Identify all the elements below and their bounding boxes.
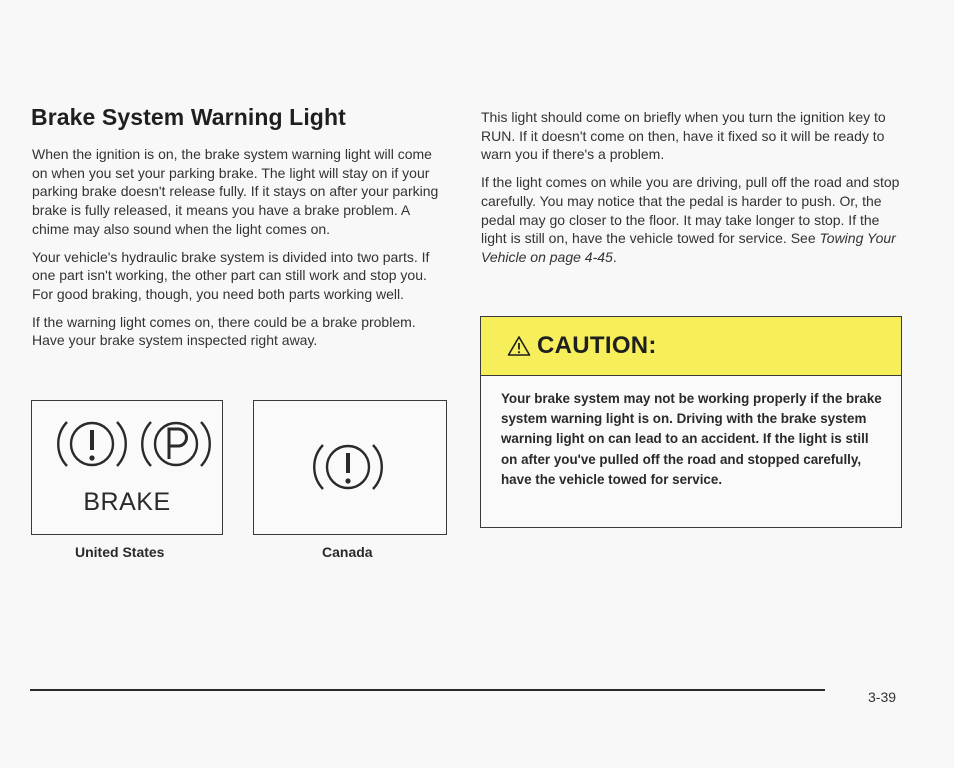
brake-warning-exclamation-icon	[314, 445, 382, 489]
towing-reference-link[interactable]: Towing Your Vehicle on page 4-45	[481, 230, 896, 265]
caution-text: Your brake system may not be working properly if the brake system warning light is on. Driving with the brake system warning light on can lead to an accident. If the light is still on after you've pulled off the road and stopped carefully, have the vehicle towed for service.	[501, 391, 882, 487]
right-column	[481, 108, 906, 276]
canada-brake-symbol	[254, 401, 446, 534]
paragraph-hydraulic-system: Your vehicle's hydraulic brake system is divided into two parts. If one part isn't working, the other part can still work and stop you. For good braking, though, you need both parts working well.	[32, 248, 430, 302]
paragraph-light-briefly: This light should come on briefly when you turn the ignition key to RUN. If it doesn't come on then, have it fixed so it will be ready to warn you if there's a problem.	[481, 109, 886, 163]
canada-warning-light-figure	[253, 400, 447, 535]
paragraph-warning-light-on: When the ignition is on, the brake system warning light will come on when you set your parking brake. The light will stay on if your parking brake doesn't release fully. If it stays on after your parking brake is fully released, it means you have a brake problem. A chime may also sound when the light comes on.	[32, 146, 439, 237]
us-warning-light-figure	[31, 400, 223, 535]
paragraph-while-driving: If the light comes on while you are driving, pull off the road and stop carefully. You may notice that the pedal is harder to push. Or, the pedal may go closer to the floor. It may take longer to stop. If the light is still on, have the vehicle towed for service. See Towing Your Vehicle on page 4-45.	[481, 174, 900, 265]
caption-united-states: United States	[75, 544, 165, 560]
footer-rule	[30, 689, 825, 691]
paragraph-inspect: If the warning light comes on, there could be a brake problem. Have your brake system inspected right away.	[32, 313, 416, 349]
warning-triangle-icon	[507, 335, 531, 357]
section-title: Brake System Warning Light	[31, 104, 346, 130]
parking-brake-p-icon	[142, 422, 210, 466]
brake-warning-exclamation-icon	[58, 422, 126, 466]
caution-box	[480, 316, 902, 528]
caution-header	[481, 317, 901, 376]
page-number: 3-39	[868, 689, 897, 705]
caption-canada: Canada	[322, 544, 373, 560]
caution-title: CAUTION:	[537, 332, 657, 359]
left-column	[32, 145, 450, 359]
brake-label: BRAKE	[83, 488, 171, 516]
